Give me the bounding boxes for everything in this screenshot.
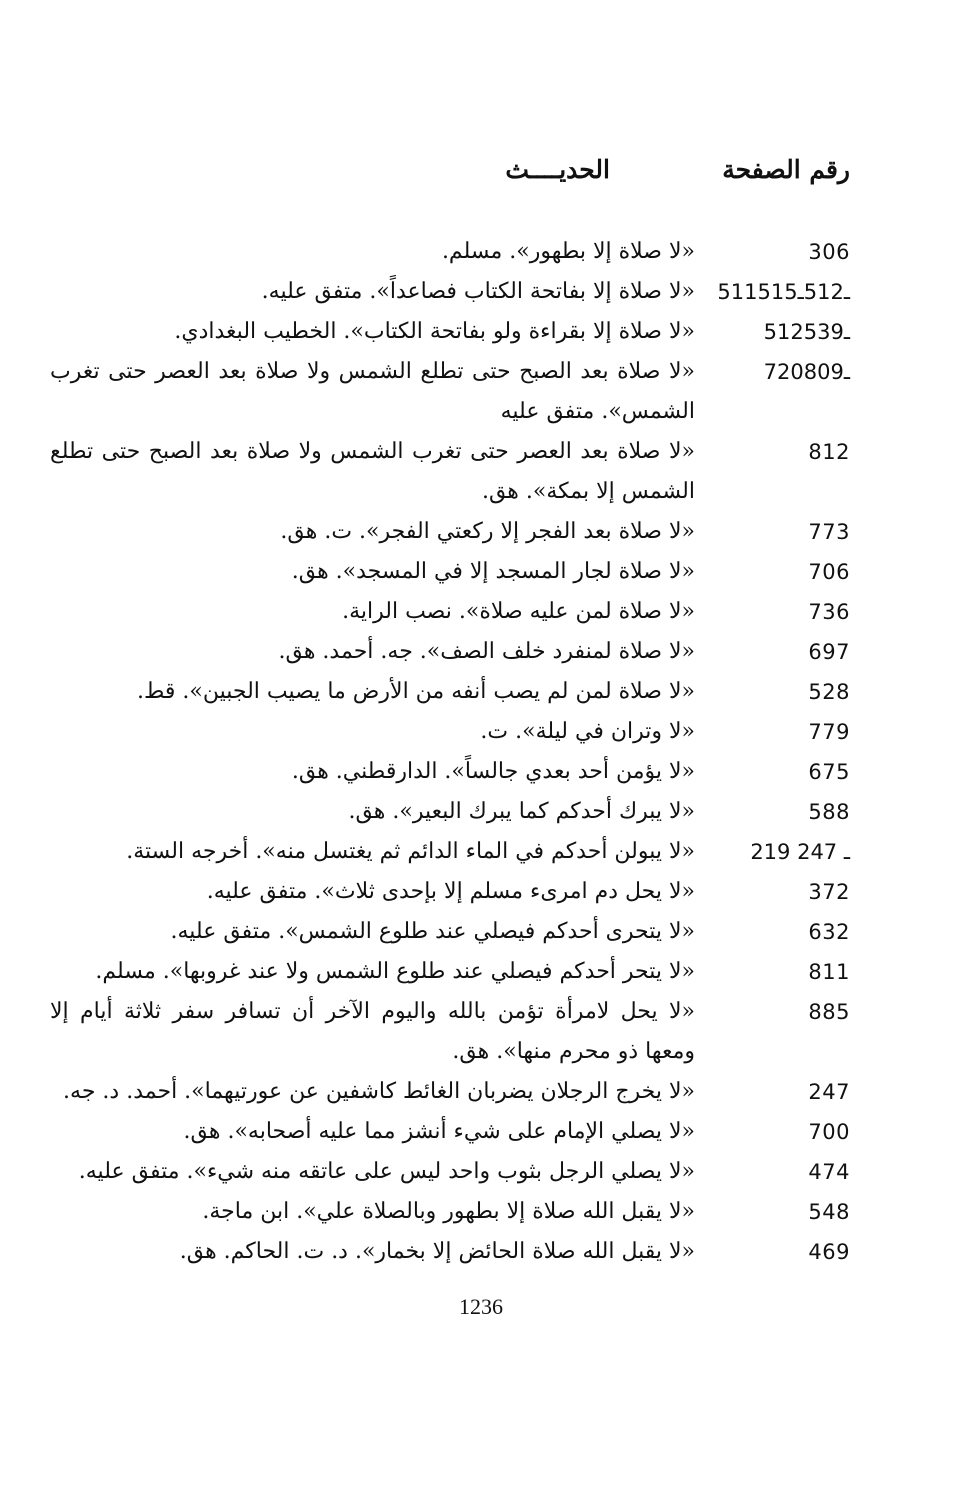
entry-page-number: 812 — [808, 440, 850, 464]
entry-page-number: 548 — [808, 1200, 850, 1224]
entry-hadith-text: «لا صلاة بعد الفجر إلا ركعتي الفجر». ت. هق. — [280, 519, 695, 544]
entry-hadith-text: «لا يخرج الرجلان يضربان الغائط كاشفين عن عورتيهما». أحمد. د. جه. — [63, 1079, 695, 1104]
index-entry — [50, 512, 850, 552]
entry-hadith-text: «لا يتحرى أحدكم فيصلي عند طلوع الشمس». متفق عليه. — [170, 919, 695, 944]
entry-page-number: 469 — [808, 1240, 850, 1264]
entry-page-number: 632 — [808, 920, 850, 944]
entry-page-number: 773 — [808, 520, 850, 544]
entry-hadith-text: «لا يحل لامرأة تؤمن بالله واليوم الآخر أن تسافر سفر ثلاثة أيام إلا ومعها ذو محرم منها». هق. — [50, 999, 695, 1064]
entry-hadith-text: «لا وتران في ليلة». ت. — [480, 719, 695, 744]
page-number: 1236 — [459, 1294, 503, 1319]
index-entry — [50, 632, 850, 672]
index-entry — [50, 1112, 850, 1152]
page-number-column-header: رقم الصفحة — [722, 155, 850, 184]
entry-hadith-text: «لا صلاة بعد الصبح حتى تطلع الشمس ولا صلاة بعد العصر حتى تغرب الشمس». متفق عليه — [50, 359, 695, 424]
entry-hadith-text: «لا يصلي الرجل بثوب واحد ليس على عاتقه منه شيء». متفق عليه. — [78, 1159, 695, 1184]
table-header — [0, 155, 962, 195]
entry-page-number: 885 — [808, 1000, 850, 1024]
index-entry — [50, 1072, 850, 1112]
entry-page-number: 512ـ539 — [763, 320, 850, 344]
index-entry — [50, 592, 850, 632]
entry-page-number: 675 — [808, 760, 850, 784]
entry-hadith-text: «لا يتحر أحدكم فيصلي عند طلوع الشمس ولا عند غروبها». مسلم. — [95, 959, 695, 984]
index-entry — [50, 552, 850, 592]
index-entry — [50, 1152, 850, 1192]
entry-hadith-text: «لا صلاة إلا بطهور». مسلم. — [441, 239, 695, 264]
entry-hadith-text: «لا صلاة لمن لم يصب أنفه من الأرض ما يصيب الجبين». قط. — [137, 679, 695, 704]
index-entry — [50, 312, 850, 352]
entry-hadith-text: «لا يصلي الإمام على شيء أنشز مما عليه أصحابه». هق. — [183, 1119, 695, 1144]
index-entry — [50, 1232, 850, 1272]
entry-hadith-text: «لا صلاة إلا بقراءة ولو بفاتحة الكتاب». الخطيب البغدادي. — [174, 319, 695, 344]
entry-hadith-text: «لا يبرك أحدكم كما يبرك البعير». هق. — [348, 799, 695, 824]
index-entry — [50, 352, 850, 432]
entry-page-number: 720ـ809 — [763, 360, 850, 384]
hadith-column-header: الحديــــث — [505, 155, 610, 184]
index-entry — [50, 992, 850, 1072]
entry-hadith-text: «لا صلاة لجار المسجد إلا في المسجد». هق. — [291, 559, 695, 584]
index-entry — [50, 432, 850, 512]
entry-page-number: 779 — [808, 720, 850, 744]
entry-page-number: 372 — [808, 880, 850, 904]
index-entry — [50, 872, 850, 912]
entry-page-number: 736 — [808, 600, 850, 624]
index-entry — [50, 672, 850, 712]
entry-page-number: 697 — [808, 640, 850, 664]
entry-page-number: 528 — [808, 680, 850, 704]
entry-hadith-text: «لا يبولن أحدكم في الماء الدائم ثم يغتسل منه». أخرجه الستة. — [126, 839, 695, 864]
entry-hadith-text: «لا صلاة إلا بفاتحة الكتاب فصاعداً». متفق عليه. — [261, 279, 695, 304]
entry-page-number: 511ـ512ـ515 — [717, 280, 850, 304]
entry-hadith-text: «لا صلاة بعد العصر حتى تغرب الشمس ولا صلاة بعد الصبح حتى تطلع الشمس إلا بمكة». هق. — [50, 439, 695, 504]
entry-page-number: 306 — [808, 240, 850, 264]
index-entry — [50, 232, 850, 272]
entry-page-number: 706 — [808, 560, 850, 584]
entry-page-number: 474 — [808, 1160, 850, 1184]
entry-hadith-text: «لا يقبل الله صلاة إلا بطهور وبالصلاة علي». ابن ماجة. — [202, 1199, 695, 1224]
entry-hadith-text: «لا صلاة لمنفرد خلف الصف». جه. أحمد. هق. — [278, 639, 695, 664]
entry-page-number: 219 ـ 247 — [750, 840, 850, 864]
index-entry — [50, 832, 850, 872]
hadith-index-list — [50, 232, 850, 1272]
index-entry — [50, 272, 850, 312]
entry-page-number: 247 — [808, 1080, 850, 1104]
entry-hadith-text: «لا يحل دم امرىء مسلم إلا بإحدى ثلاث». متفق عليه. — [206, 879, 695, 904]
index-entry — [50, 752, 850, 792]
index-entry — [50, 912, 850, 952]
entry-hadith-text: «لا يؤمن أحد بعدي جالساً». الدارقطني. هق. — [291, 759, 695, 784]
index-entry — [50, 792, 850, 832]
index-entry — [50, 712, 850, 752]
entry-hadith-text: «لا يقبل الله صلاة الحائض إلا بخمار». د. ت. الحاكم. هق. — [179, 1239, 695, 1264]
index-entry — [50, 1192, 850, 1232]
entry-hadith-text: «لا صلاة لمن عليه صلاة». نصب الراية. — [342, 599, 695, 624]
entry-page-number: 811 — [808, 960, 850, 984]
entry-page-number: 700 — [808, 1120, 850, 1144]
index-entry — [50, 952, 850, 992]
entry-page-number: 588 — [808, 800, 850, 824]
